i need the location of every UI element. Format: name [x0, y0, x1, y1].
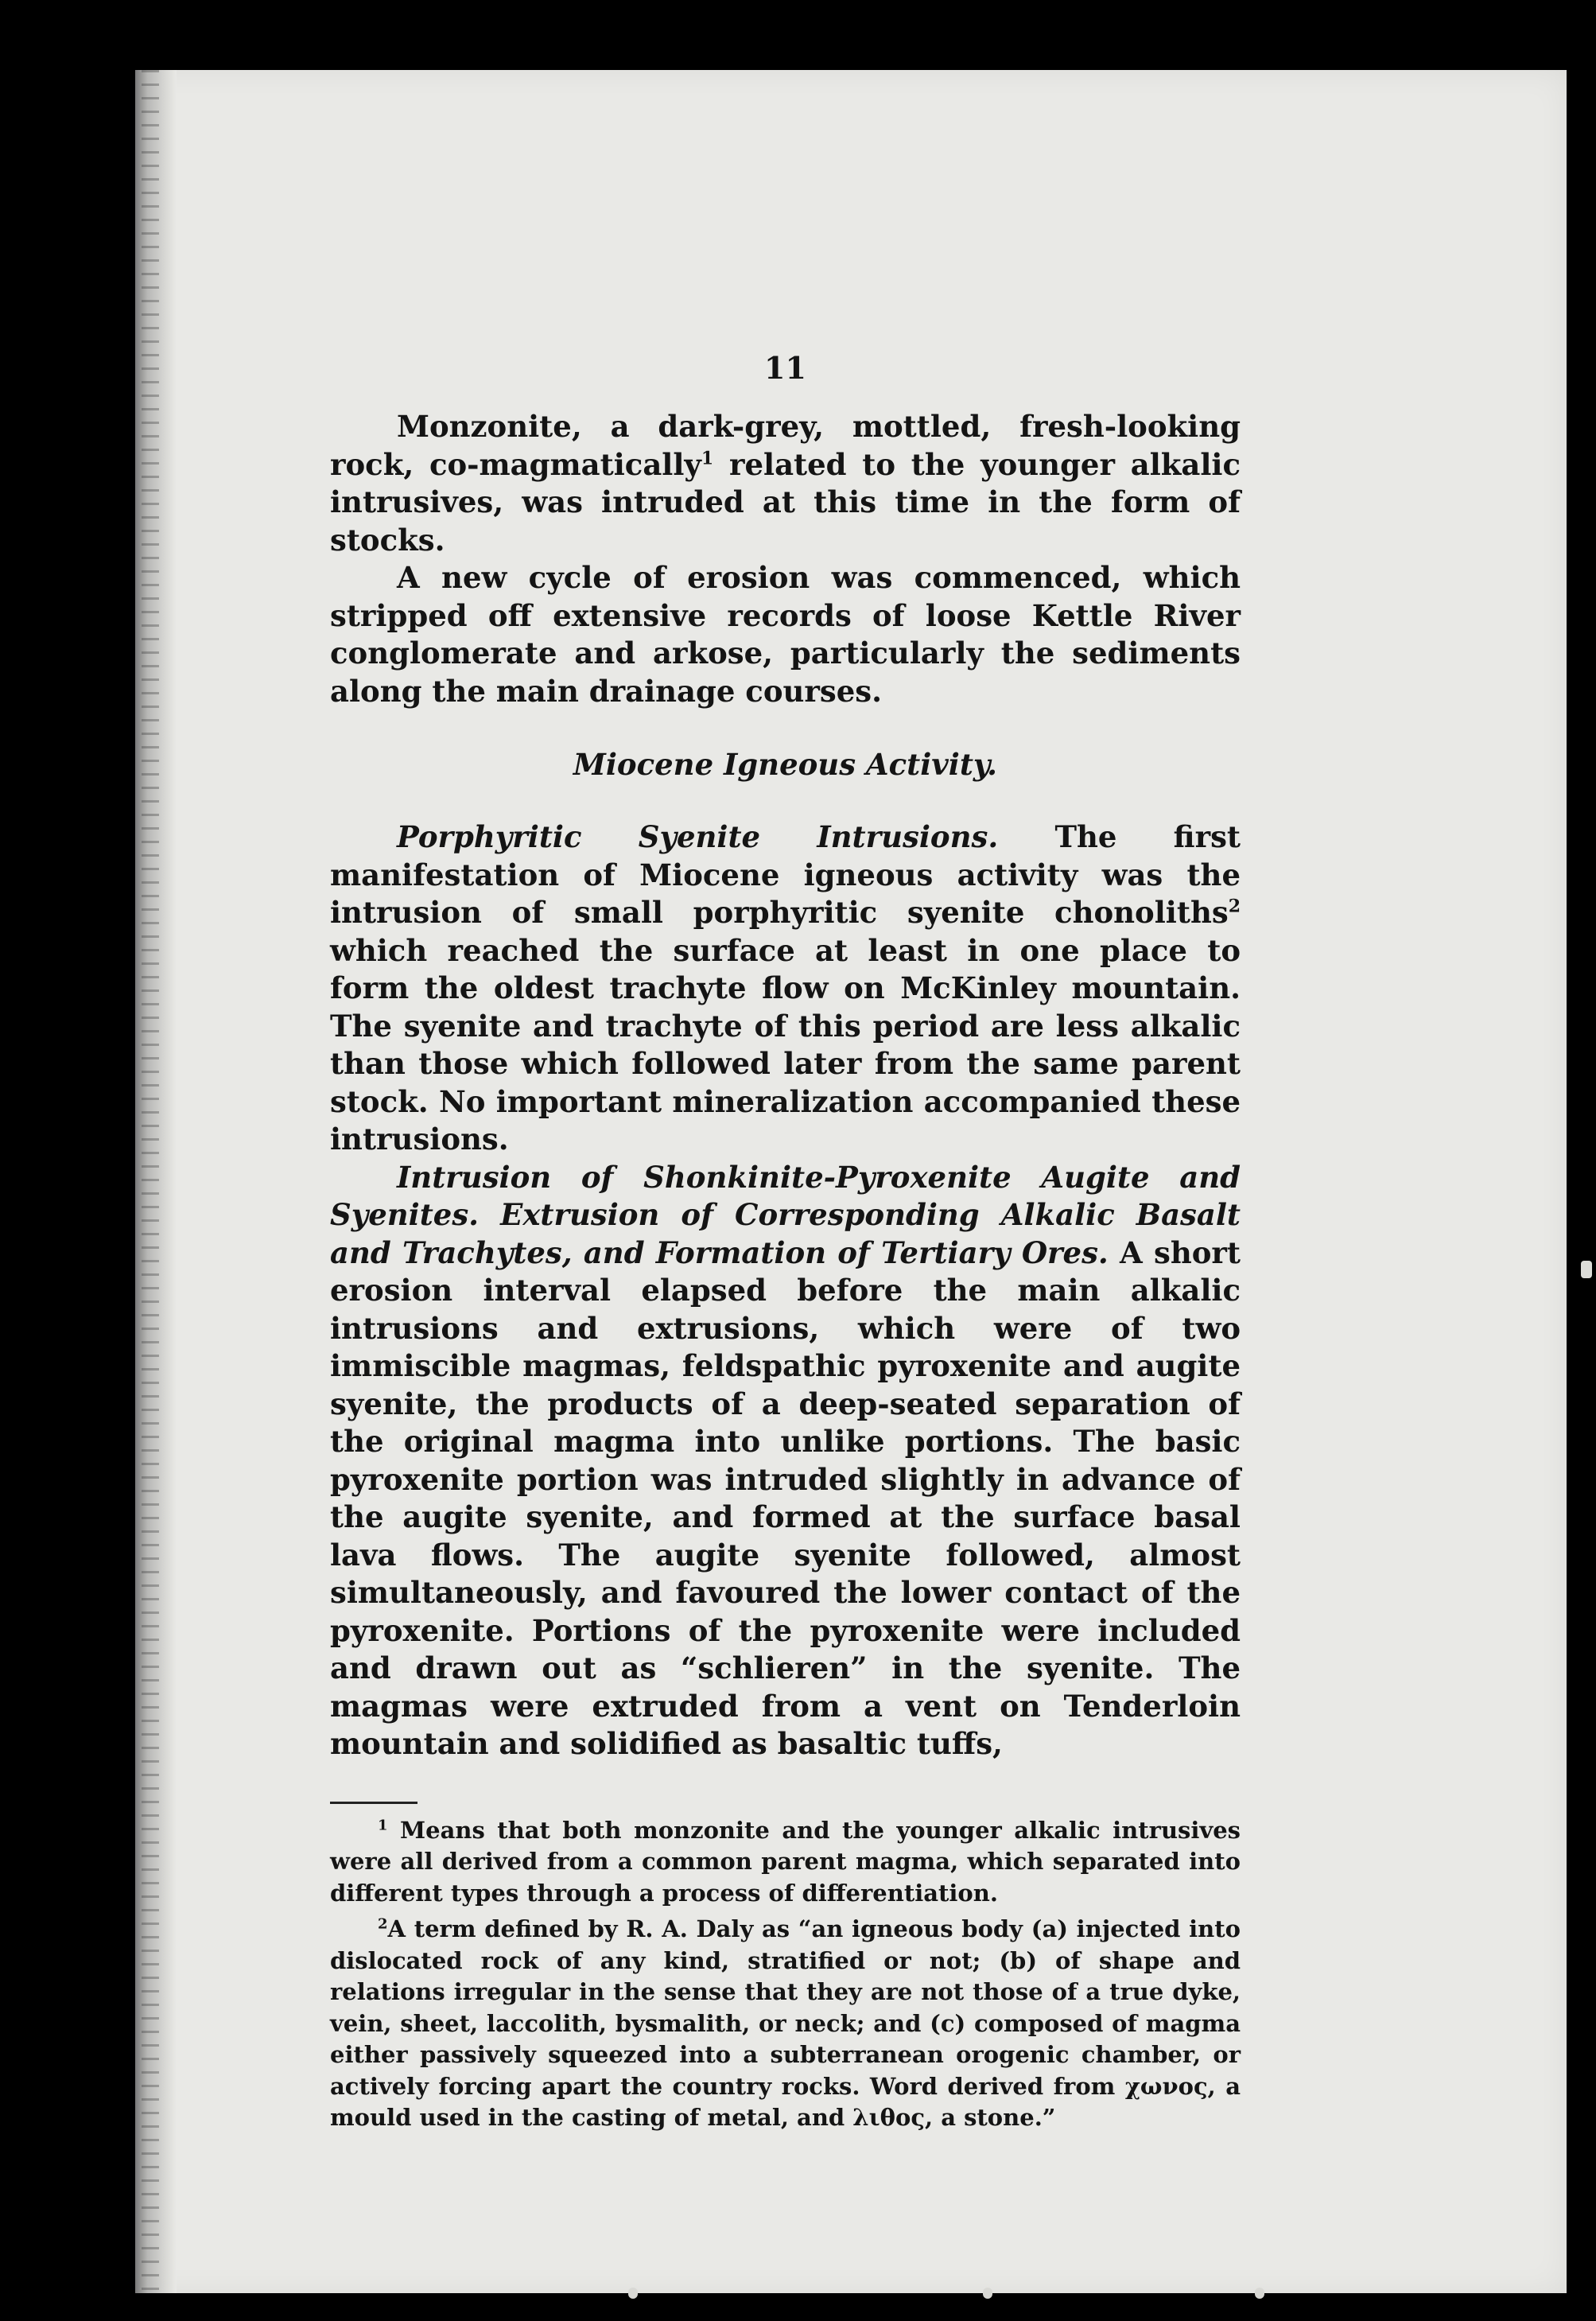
paragraph-porphyritic-text-a: The first manifestation of Miocene igneous activity was the intrusion of small porphyritic syenite chonoliths: [330, 819, 1241, 930]
footnote-2-text: A term defined by R. A. Daly as “an igneous body (a) injected into dislocated rock of any kind, stratified or not; (b) of shape and relations irregular in the sense that they are not those of a true dyke, vein, sheet, laccolith, bysmalith, or neck; and (c) composed of magma either passively squeezed into a subterranean orogenic chamber, or actively forcing apart the country rocks. Word derived from χωνος, a mould used in the casting of metal, and λιθος, a stone.”: [330, 1915, 1241, 2131]
page-number: 11: [764, 350, 806, 386]
runin-heading-intrusion: Intrusion of Shonkinite-Pyroxenite Augite and Syenites. Extrusion of Corresponding Alkalic Basalt and Trachytes, and Formation of Tertiary Ores.: [330, 1159, 1241, 1270]
page-content: [330, 350, 1241, 2134]
footnote-1: [330, 1815, 1241, 1910]
paragraph-intrusion: [330, 1159, 1241, 1763]
paragraph-monzonite: [330, 408, 1241, 559]
footnote-1-text: Means that both monzonite and the younger alkalic intrusives were all derived from a common parent magma, which separated into different types through a process of differentiation.: [330, 1816, 1241, 1907]
paragraph-porphyritic-text-b: which reached the surface at least in one place to form the oldest trachyte flow on McKinley mountain. The syenite and trachyte of this period are less alkalic than those which followed later from the same parent stock. No important mineralization accompanied these intrusions.: [330, 932, 1241, 1157]
footnote-ref-2: 2: [1228, 896, 1241, 917]
scan-artifact-bottom-3: [1255, 2288, 1264, 2299]
paragraph-monzonite-text-a: Monzonite, a dark-grey, mottled, fresh-looking rock, co-magmatically: [330, 409, 1241, 482]
footnote-2: [330, 1914, 1241, 2134]
paragraph-intrusion-text: A short erosion interval elapsed before the main alkalic intrusions and extrusions, which were of two immiscible magmas, feldspathic pyroxenite and augite syenite, the products of a deep-seated separation of the original magma into unlike portions. The basic pyroxenite portion was intruded slightly in advance of the augite syenite, and formed at the surface basal lava flows. The augite syenite followed, almost simultaneously, and favoured the lower contact of the pyroxenite. Portions of the pyroxenite were included and drawn out as “schlieren” in the syenite. The magmas were extruded from a vent on Tenderloin mountain and solidified as basaltic tuffs,: [330, 1234, 1241, 1761]
footnote-ref-1: 1: [701, 448, 714, 469]
runin-heading-porphyritic: Porphyritic Syenite Intrusions.: [397, 819, 999, 854]
scan-artifact-bottom-1: [628, 2288, 638, 2299]
scan-artifact-right: [1581, 1261, 1592, 1278]
binding-texture: [142, 70, 159, 2293]
footnote-rule: [330, 1802, 417, 1804]
scan-artifact-bottom-2: [983, 2288, 992, 2299]
footnote-1-mark: 1: [378, 1816, 388, 1833]
paragraph-porphyritic: [330, 818, 1241, 1159]
section-title: Miocene Igneous Activity.: [573, 747, 998, 782]
footnote-2-mark: 2: [378, 1915, 388, 1933]
paragraph-monzonite-text-b: related to the younger alkalic intrusives, was intruded at this time in the form of stocks.: [330, 446, 1241, 558]
paragraph-erosion: A new cycle of erosion was commenced, which stripped off extensive records of loose Kettle River conglomerate and arkose, particularly the sediments along the main drainage courses.: [330, 560, 1241, 709]
